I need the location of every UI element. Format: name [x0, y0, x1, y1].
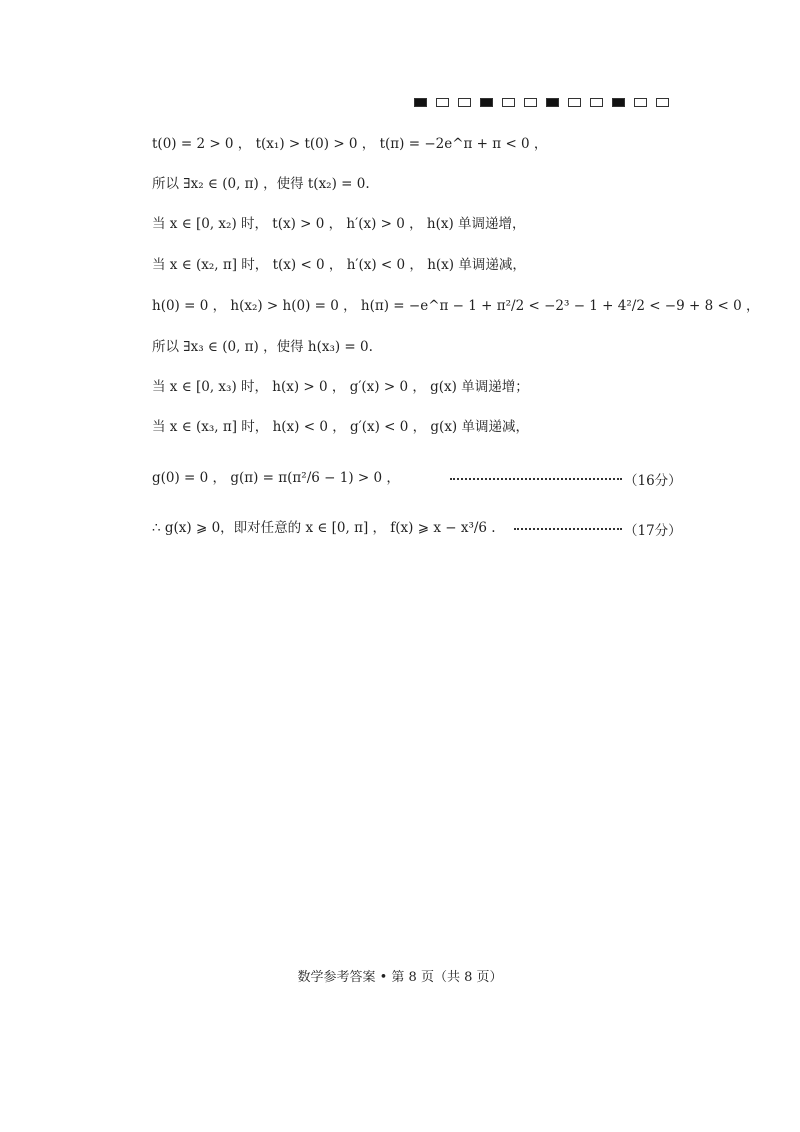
header-mark [546, 98, 559, 107]
solution-line-2: 所以 ∃x₂ ∈ (0, π) ，使得 t(x₂) = 0. [152, 176, 370, 192]
solution-line-5: h(0) = 0 ， h(x₂) > h(0) = 0 ， h(π) = −e^π − 1 + π²/2 < −2³ − 1 + 4²/2 < −9 + 8 < 0 ， [152, 298, 760, 314]
score-label-17: （17分） [624, 523, 682, 539]
solution-line-10: ∴ g(x) ⩾ 0，即对任意的 x ∈ [0, π] ， f(x) ⩾ x − x³/6 . [152, 520, 496, 536]
score-leader-dots [450, 478, 622, 480]
solution-line-1: t(0) = 2 > 0 ， t(x₁) > t(0) > 0 ， t(π) = −2e^π + π < 0 ， [152, 136, 548, 152]
header-mark [524, 98, 537, 107]
solution-line-6: 所以 ∃x₃ ∈ (0, π) ，使得 h(x₃) = 0. [152, 339, 373, 355]
page-footer: 数学参考答案 • 第 8 页（共 8 页） [297, 970, 503, 985]
header-mark [634, 98, 647, 107]
score-label-16: （16分） [624, 473, 682, 489]
header-mark [590, 98, 603, 107]
header-mark [414, 98, 427, 107]
header-mark [458, 98, 471, 107]
score-leader-dots [514, 528, 622, 530]
header-mark [568, 98, 581, 107]
solution-line-4: 当 x ∈ (x₂, π] 时， t(x) < 0 ， h′(x) < 0 ， h(x) 单调递减， [152, 257, 526, 273]
solution-line-7: 当 x ∈ [0, x₃) 时， h(x) > 0 ， g′(x) > 0 ， g(x) 单调递增； [152, 379, 529, 395]
solution-line-9: g(0) = 0 ， g(π) = π(π²/6 − 1) > 0 ， [152, 470, 400, 486]
solution-line-8: 当 x ∈ (x₃, π] 时， h(x) < 0 ， g′(x) < 0 ， g(x) 单调递减， [152, 419, 529, 435]
header-mark [436, 98, 449, 107]
header-mark [480, 98, 493, 107]
header-marks [414, 98, 669, 107]
solution-line-3: 当 x ∈ [0, x₂) 时， t(x) > 0 ， h′(x) > 0 ， h(x) 单调递增， [152, 216, 526, 232]
header-mark [656, 98, 669, 107]
header-mark [502, 98, 515, 107]
header-mark [612, 98, 625, 107]
